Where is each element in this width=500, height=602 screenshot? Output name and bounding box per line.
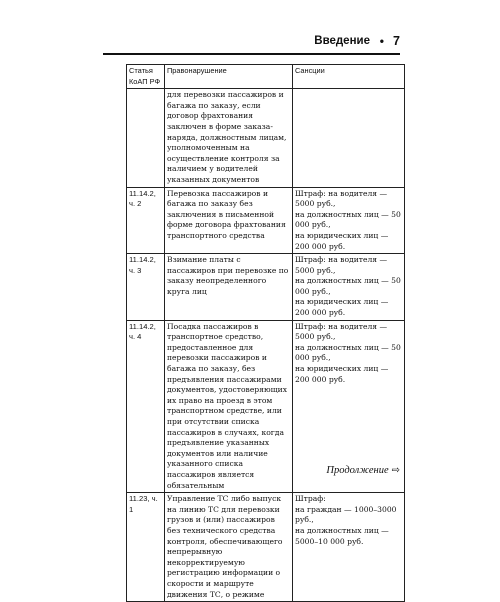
continuation-label: Продолжение: [326, 465, 389, 476]
offense-cell: Посадка пассажиров в транспортное средство, предоставленное для перевозки пассажиров и багажа по заказу, без предъявления пассажирами документов, удостоверяющих их право на проезд в этом транспортном средстве, или при отсутствии списка пассажиров в случаях, когда предъявление указанных документов или наличие указанного списка пассажиров является обязательным: [165, 320, 293, 493]
column-header-article: Статья КоАП РФ: [127, 65, 165, 89]
offense-table: [126, 64, 405, 602]
table-row: [127, 187, 405, 254]
article-cell: 11.23, ч. 1: [127, 493, 165, 602]
sanction-cell: Штраф: на граждан — 1000–3000 руб., на должностных лиц — 5000–10 000 руб.: [293, 493, 405, 602]
sanction-cell: [293, 89, 405, 187]
sanction-cell: Штраф: на водителя — 5000 руб., на должностных лиц — 50 000 руб., на юридических лиц — 200 000 руб.: [293, 320, 405, 493]
page-header: [103, 31, 400, 51]
page-number: 7: [393, 34, 400, 48]
table-row: [127, 254, 405, 321]
table-row: [127, 493, 405, 602]
section-title: Введение: [314, 35, 370, 47]
article-cell: 11.14.2, ч. 2: [127, 187, 165, 254]
article-cell: 11.14.2, ч. 3: [127, 254, 165, 321]
article-cell: [127, 89, 165, 187]
arrow-right-icon: ⇨: [391, 465, 400, 476]
sanction-cell: Штраф: на водителя — 5000 руб., на должностных лиц — 50 000 руб., на юридических лиц — 200 000 руб.: [293, 187, 405, 254]
table-header-row: [127, 65, 405, 89]
continuation-note: [326, 465, 400, 476]
sanction-cell: Штраф: на водителя — 5000 руб., на должностных лиц — 50 000 руб., на юридических лиц — 200 000 руб.: [293, 254, 405, 321]
offense-cell: Управление ТС либо выпуск на линию ТС для перевозки грузов и (или) пассажиров без технического средства контроля, обеспечивающего непрерывную некорректируемую регистрацию информации о скорости и маршруте движения ТС, о режиме: [165, 493, 293, 602]
offense-cell: для перевозки пассажиров и багажа по заказу, если договор фрахтования заключен в форме заказа-наряда, должностным лицам, уполномоченным на осуществление контроля за наличием у водителей указанных документов: [165, 89, 293, 187]
offense-cell: Перевозка пассажиров и багажа по заказу без заключения в письменной форме договора фрахтования транспортного средства: [165, 187, 293, 254]
header-bullet: •: [379, 34, 384, 48]
offense-cell: Взимание платы с пассажиров при перевозке по заказу неопределенного круга лиц: [165, 254, 293, 321]
article-cell: 11.14.2, ч. 4: [127, 320, 165, 493]
header-rule: [103, 53, 400, 55]
column-header-sanction: Сансции: [293, 65, 405, 89]
table-row: [127, 89, 405, 187]
column-header-offense: Правонарушение: [165, 65, 293, 89]
